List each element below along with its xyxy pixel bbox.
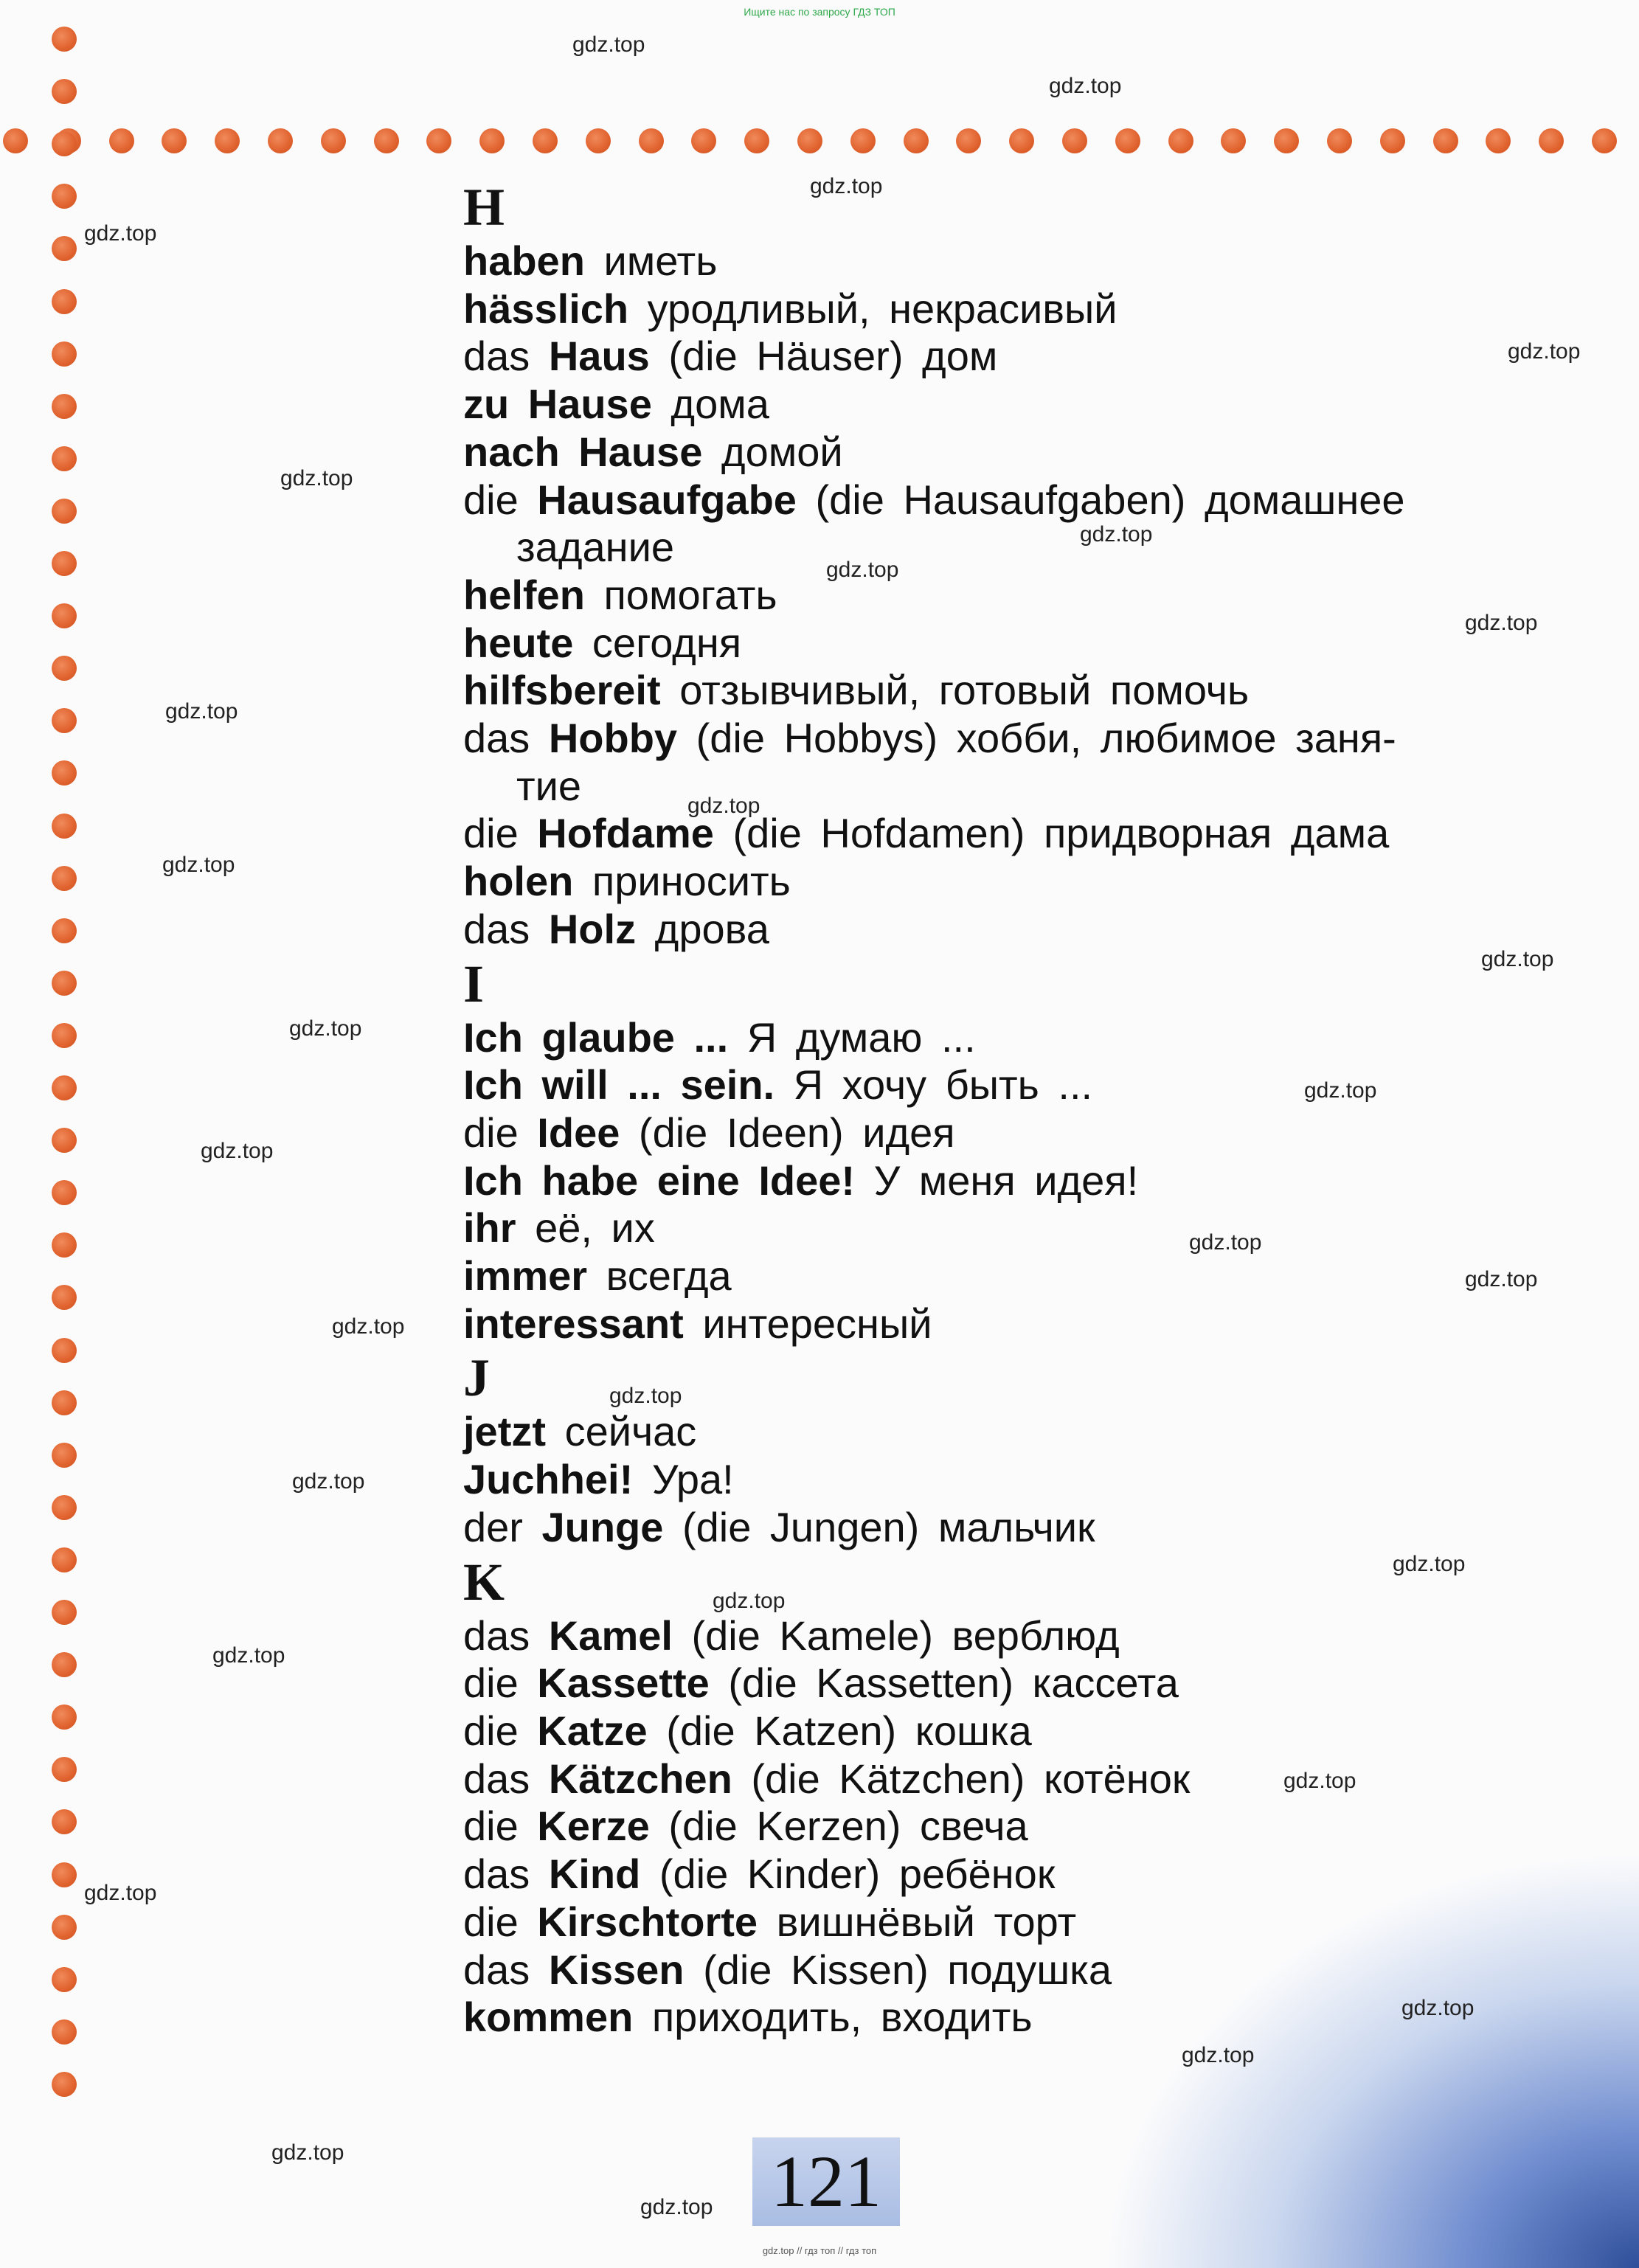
border-dot xyxy=(374,128,399,153)
border-dot xyxy=(533,128,558,153)
border-dot xyxy=(52,1809,77,1834)
border-dot xyxy=(52,1075,77,1100)
entry-translation: вишнёвый торт xyxy=(776,1898,1077,1945)
border-dot xyxy=(3,128,28,153)
watermark-label: gdz.top xyxy=(1189,1230,1262,1255)
border-dot xyxy=(1380,128,1405,153)
entry-article: das xyxy=(463,1755,530,1802)
entry-word: haben xyxy=(463,237,585,284)
entry-translation: домой xyxy=(721,428,843,475)
border-dot xyxy=(52,1128,77,1153)
entry-word: Ich habe eine Idee! xyxy=(463,1156,856,1204)
border-dot xyxy=(52,1285,77,1310)
entry-word: Kissen xyxy=(548,1946,685,1993)
border-dot xyxy=(52,2072,77,2097)
entry-word: Kirschtorte xyxy=(537,1898,758,1945)
decorative-dot-border-horizontal xyxy=(0,128,1639,155)
entry-word: Hausaufgabe xyxy=(537,476,797,523)
dictionary-entry xyxy=(463,1946,1584,1994)
entry-translation: помогать xyxy=(603,571,777,618)
entry-article: das xyxy=(463,333,530,380)
entry-continuation: тие xyxy=(516,762,582,809)
border-dot xyxy=(52,341,77,367)
footer-note: gdz.top // гдз топ // гдз топ xyxy=(762,2245,877,2256)
border-dot xyxy=(52,1443,77,1468)
entry-translation: дома xyxy=(670,381,769,428)
dictionary-section xyxy=(463,1552,1584,2042)
dictionary-entry xyxy=(463,1014,1584,1062)
border-dot xyxy=(52,236,77,261)
border-dot xyxy=(162,128,187,153)
header-note: Ищите нас по запросу ГДЗ ТОП xyxy=(744,6,895,18)
entry-article: das xyxy=(463,1946,530,1993)
entry-word: Hobby xyxy=(548,715,678,762)
border-dot xyxy=(1221,128,1246,153)
border-dot xyxy=(52,1547,77,1572)
border-dot xyxy=(52,1600,77,1625)
entry-article: das xyxy=(463,1851,530,1898)
entry-article: das xyxy=(463,1612,530,1659)
dictionary-entry xyxy=(463,858,1584,906)
border-dot xyxy=(52,918,77,943)
entry-word: Katze xyxy=(537,1707,648,1754)
watermark-label: gdz.top xyxy=(826,558,899,582)
watermark-label: gdz.top xyxy=(687,794,760,818)
entry-article: die xyxy=(463,1898,519,1945)
entry-article: die xyxy=(463,1803,519,1850)
dictionary-entry xyxy=(463,620,1584,667)
border-dot xyxy=(52,289,77,314)
border-dot xyxy=(52,866,77,891)
watermark-label: gdz.top xyxy=(1508,339,1581,364)
border-dot xyxy=(52,760,77,786)
dictionary-section xyxy=(463,177,1584,954)
section-letter: K xyxy=(463,1552,505,1612)
entry-word: heute xyxy=(463,619,574,666)
border-dot xyxy=(744,128,769,153)
page-number: 121 xyxy=(752,2137,900,2226)
entry-word: Junge xyxy=(541,1503,664,1550)
entry-article: die xyxy=(463,1707,519,1754)
entry-article: das xyxy=(463,715,530,762)
entry-translation: (die Jungen) мальчик xyxy=(682,1503,1095,1550)
entry-translation: Ура! xyxy=(651,1456,734,1503)
watermark-label: gdz.top xyxy=(332,1314,405,1339)
entry-word: Idee xyxy=(537,1109,620,1156)
border-dot xyxy=(52,1967,77,1992)
watermark-label: gdz.top xyxy=(271,2140,344,2165)
border-dot xyxy=(52,656,77,681)
entry-word: Haus xyxy=(548,333,650,380)
dictionary-entry xyxy=(463,429,1584,476)
entry-word: nach Hause xyxy=(463,428,703,475)
decorative-dot-border-vertical xyxy=(52,27,78,2106)
border-dot xyxy=(52,971,77,996)
watermark-label: gdz.top xyxy=(1304,1078,1377,1103)
entry-word: holen xyxy=(463,858,574,905)
entry-translation: (die Hofdamen) придворная дама xyxy=(732,810,1390,857)
dictionary-entry xyxy=(463,1504,1584,1552)
entry-translation: (die Häuser) дом xyxy=(668,333,998,380)
entry-translation: уродливый, некрасивый xyxy=(647,285,1118,332)
entry-word: immer xyxy=(463,1252,588,1300)
watermark-label: gdz.top xyxy=(212,1643,285,1668)
dictionary-entry xyxy=(463,572,1584,620)
border-dot xyxy=(52,1915,77,1940)
border-dot xyxy=(850,128,876,153)
dictionary-entry xyxy=(463,1109,1584,1157)
border-dot xyxy=(52,184,77,209)
watermark-label: gdz.top xyxy=(572,32,645,57)
watermark-label: gdz.top xyxy=(1080,522,1153,547)
entry-translation: (die Kassetten) кассета xyxy=(728,1660,1179,1707)
border-dot xyxy=(52,1023,77,1048)
dictionary-entry xyxy=(463,237,1584,285)
entry-article: die xyxy=(463,810,519,857)
entry-translation: приносить xyxy=(592,858,791,905)
border-dot xyxy=(52,27,77,52)
section-letter: J xyxy=(463,1348,490,1408)
border-dot xyxy=(215,128,240,153)
border-dot xyxy=(109,128,134,153)
watermark-label: gdz.top xyxy=(1465,611,1538,635)
entry-translation: сейчас xyxy=(564,1408,697,1455)
watermark-label: gdz.top xyxy=(84,1881,157,1905)
entry-word: interessant xyxy=(463,1300,684,1347)
dictionary-entry xyxy=(463,715,1584,810)
border-dot xyxy=(52,603,77,628)
entry-translation: интересный xyxy=(702,1300,932,1347)
entry-translation: Я хочу быть ... xyxy=(793,1061,1093,1109)
dictionary-entry xyxy=(463,1898,1584,1946)
watermark-label: gdz.top xyxy=(1049,74,1122,98)
watermark-label: gdz.top xyxy=(292,1469,365,1494)
entry-word: ihr xyxy=(463,1204,516,1252)
entry-translation: дрова xyxy=(654,905,769,952)
entry-word: Juchhei! xyxy=(463,1456,634,1503)
border-dot xyxy=(956,128,981,153)
border-dot xyxy=(52,499,77,524)
border-dot xyxy=(479,128,505,153)
entry-word: kommen xyxy=(463,1994,634,2041)
entry-word: Kassette xyxy=(537,1660,710,1707)
dictionary-entry xyxy=(463,1157,1584,1205)
entry-translation: сегодня xyxy=(592,619,742,666)
entry-translation: (die Kätzchen) котёнок xyxy=(751,1755,1191,1802)
entry-word: Kamel xyxy=(548,1612,673,1659)
watermark-label: gdz.top xyxy=(1393,1552,1466,1576)
dictionary-entry xyxy=(463,333,1584,381)
border-dot xyxy=(1115,128,1140,153)
watermark-label: gdz.top xyxy=(810,174,883,198)
border-dot xyxy=(1327,128,1352,153)
dictionary-entries xyxy=(463,177,1584,2042)
dictionary-entry xyxy=(463,285,1584,333)
entry-continuation: задание xyxy=(516,524,674,571)
border-dot xyxy=(268,128,293,153)
watermark-label: gdz.top xyxy=(1481,947,1554,971)
border-dot xyxy=(52,814,77,839)
entry-word: hässlich xyxy=(463,285,629,332)
entry-word: jetzt xyxy=(463,1408,546,1455)
entry-translation: (die Kamele) верблюд xyxy=(691,1612,1120,1659)
section-letter: H xyxy=(463,178,505,237)
entry-word: Kätzchen xyxy=(548,1755,732,1802)
watermark-label: gdz.top xyxy=(1283,1769,1356,1793)
entry-translation: (die Hobbys) хобби, любимое заня- xyxy=(696,715,1396,762)
border-dot xyxy=(1486,128,1511,153)
entry-translation: её, их xyxy=(535,1204,655,1252)
entry-word: Kind xyxy=(548,1851,641,1898)
watermark-label: gdz.top xyxy=(1182,2043,1255,2067)
watermark-label: gdz.top xyxy=(1465,1267,1538,1291)
entry-translation: (die Katzen) кошка xyxy=(666,1707,1032,1754)
watermark-label: gdz.top xyxy=(713,1589,786,1613)
dictionary-entry xyxy=(463,1456,1584,1504)
dictionary-entry xyxy=(463,1707,1584,1755)
dictionary-section xyxy=(463,1348,1584,1551)
watermark-label: gdz.top xyxy=(640,2195,713,2219)
border-dot xyxy=(639,128,664,153)
border-dot xyxy=(52,1757,77,1782)
entry-translation: (die Kerzen) свеча xyxy=(668,1803,1028,1850)
dictionary-section xyxy=(463,954,1584,1348)
watermark-label: gdz.top xyxy=(162,853,235,877)
dictionary-entry xyxy=(463,906,1584,954)
border-dot xyxy=(52,2019,77,2045)
dictionary-entry xyxy=(463,1612,1584,1660)
dictionary-entry xyxy=(463,1408,1584,1456)
border-dot xyxy=(52,1495,77,1520)
entry-word: helfen xyxy=(463,571,585,618)
entry-word: zu Hause xyxy=(463,381,652,428)
dictionary-entry xyxy=(463,1061,1584,1109)
entry-translation: У меня идея! xyxy=(873,1156,1139,1204)
border-dot xyxy=(52,394,77,419)
border-dot xyxy=(52,1390,77,1415)
entry-article: die xyxy=(463,1109,519,1156)
entry-word: Hofdame xyxy=(537,810,714,857)
border-dot xyxy=(1539,128,1564,153)
entry-translation: иметь xyxy=(603,237,718,284)
dictionary-entry xyxy=(463,667,1584,715)
border-dot xyxy=(52,1232,77,1258)
border-dot xyxy=(1274,128,1299,153)
entry-translation: (die Hausaufgaben) домашнее xyxy=(815,476,1405,523)
border-dot xyxy=(904,128,929,153)
border-dot xyxy=(52,1652,77,1677)
watermark-label: gdz.top xyxy=(1401,1996,1475,2020)
entry-word: hilfsbereit xyxy=(463,667,661,714)
border-dot xyxy=(1592,128,1617,153)
entry-translation: отзывчивый, готовый помочь xyxy=(679,667,1250,714)
border-dot xyxy=(321,128,346,153)
dictionary-entry xyxy=(463,1803,1584,1851)
border-dot xyxy=(52,551,77,576)
border-dot xyxy=(586,128,611,153)
dictionary-entry xyxy=(463,810,1584,858)
border-dot xyxy=(1168,128,1193,153)
entry-translation: (die Ideen) идея xyxy=(638,1109,955,1156)
border-dot xyxy=(52,1338,77,1363)
dictionary-entry xyxy=(463,1204,1584,1252)
border-dot xyxy=(797,128,822,153)
border-dot xyxy=(52,131,77,156)
dictionary-entry xyxy=(463,1755,1584,1803)
entry-translation: приходить, входить xyxy=(651,1994,1033,2041)
dictionary-entry xyxy=(463,1660,1584,1707)
entry-word: Ich glaube ... xyxy=(463,1013,729,1061)
entry-article: das xyxy=(463,905,530,952)
border-dot xyxy=(1009,128,1034,153)
entry-translation: всегда xyxy=(606,1252,732,1300)
entry-article: die xyxy=(463,1660,519,1707)
dictionary-entry xyxy=(463,1252,1584,1300)
dictionary-entry xyxy=(463,1851,1584,1898)
entry-article: die xyxy=(463,476,519,523)
border-dot xyxy=(1433,128,1458,153)
entry-translation: (die Kinder) ребёнок xyxy=(659,1851,1056,1898)
watermark-label: gdz.top xyxy=(280,466,353,490)
border-dot xyxy=(52,446,77,471)
entry-word: Kerze xyxy=(537,1803,650,1850)
entry-article: der xyxy=(463,1503,523,1550)
watermark-label: gdz.top xyxy=(289,1016,362,1041)
border-dot xyxy=(691,128,716,153)
entry-word: Ich will ... sein. xyxy=(463,1061,775,1109)
watermark-label: gdz.top xyxy=(201,1139,274,1163)
border-dot xyxy=(52,79,77,104)
entry-translation: (die Kissen) подушка xyxy=(703,1946,1112,1993)
dictionary-entry xyxy=(463,1300,1584,1348)
border-dot xyxy=(52,1705,77,1730)
watermark-label: gdz.top xyxy=(84,221,157,246)
border-dot xyxy=(426,128,451,153)
dictionary-entry xyxy=(463,381,1584,429)
section-letter: I xyxy=(463,954,485,1013)
dictionary-entry xyxy=(463,476,1584,572)
border-dot xyxy=(52,1180,77,1205)
watermark-label: gdz.top xyxy=(609,1384,682,1408)
watermark-label: gdz.top xyxy=(165,699,238,724)
border-dot xyxy=(1062,128,1087,153)
entry-word: Holz xyxy=(548,905,637,952)
border-dot xyxy=(52,708,77,733)
entry-translation: Я думаю ... xyxy=(746,1013,976,1061)
border-dot xyxy=(52,1862,77,1887)
